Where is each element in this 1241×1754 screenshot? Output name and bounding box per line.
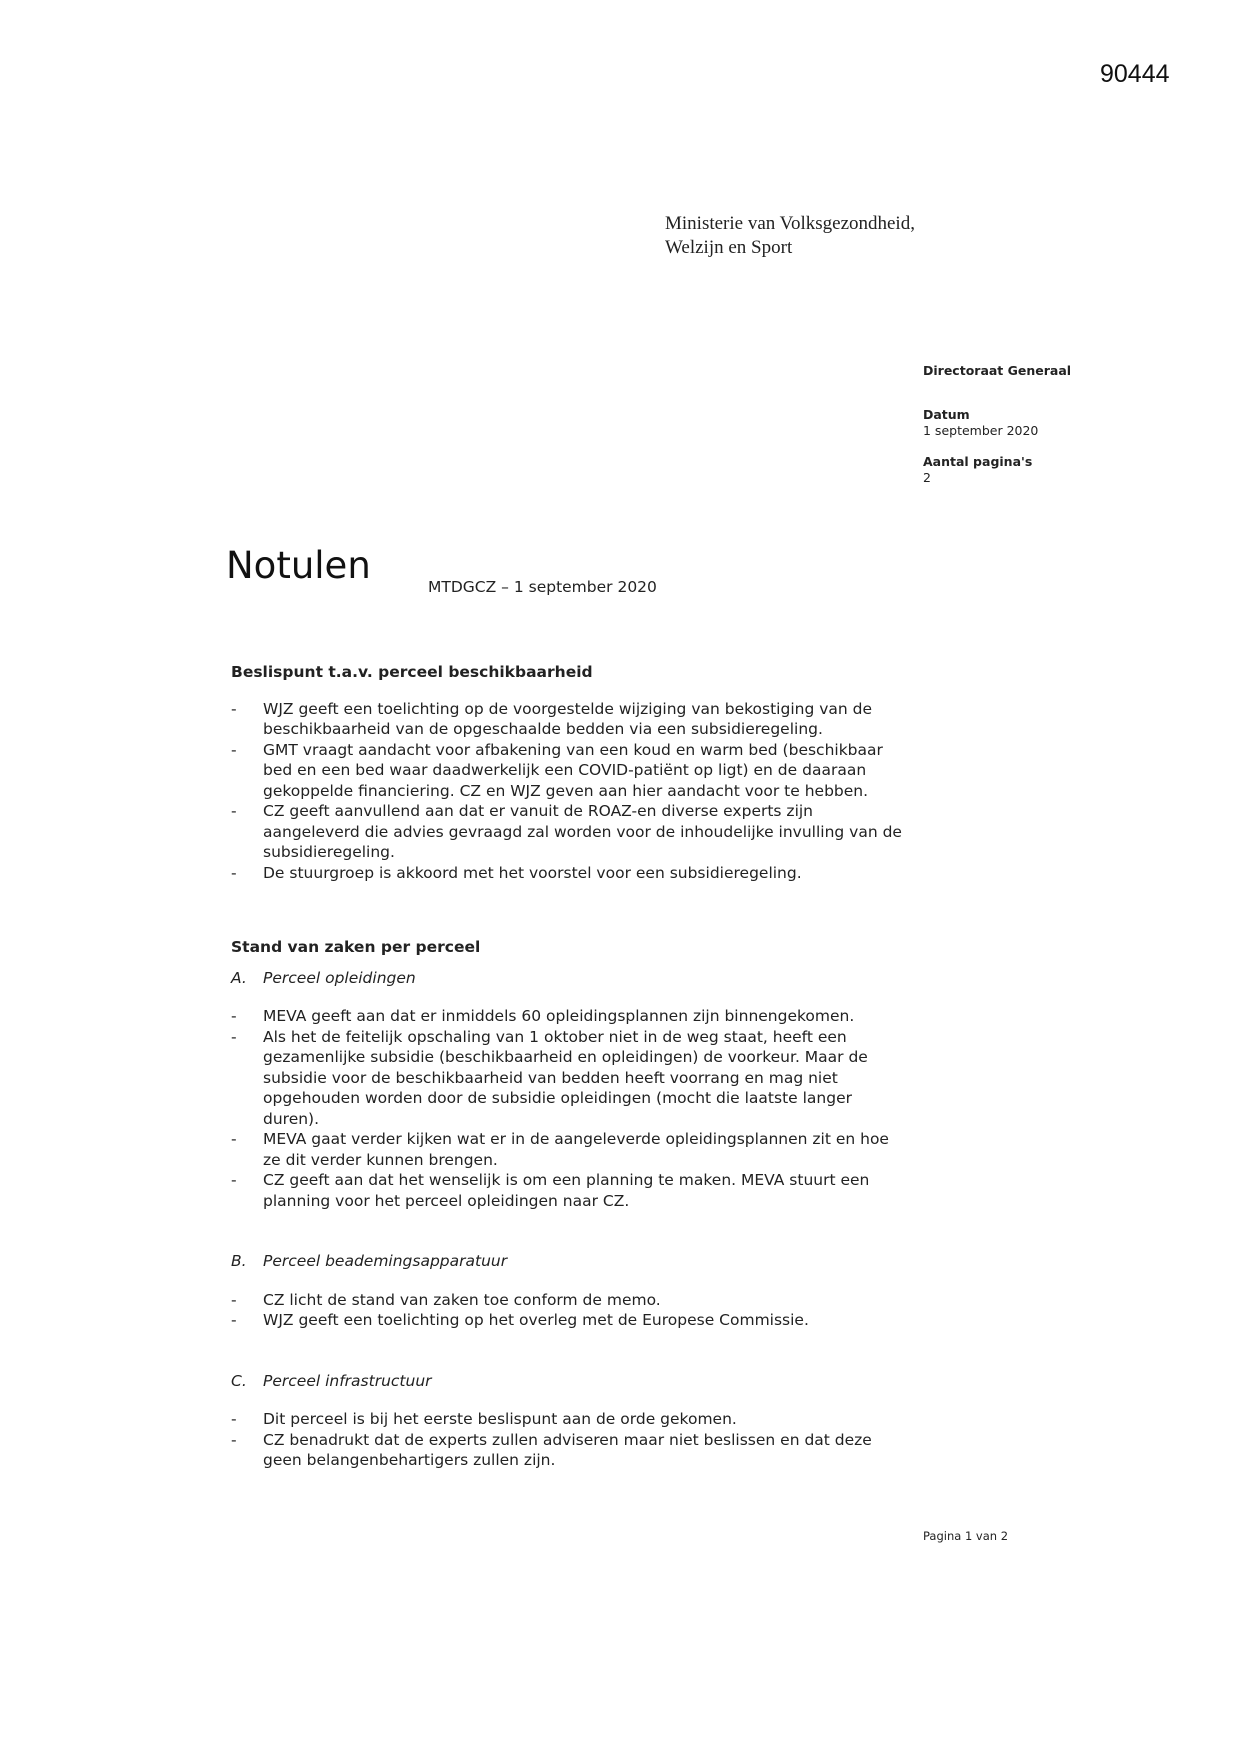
list-item: - WJZ geeft een toelichting op de voorgestelde wijziging van bekostiging van de beschikbaarheid van de opgeschaalde bedden via een subsidieregeling.	[231, 699, 873, 738]
pages-value: 2	[923, 470, 931, 485]
ministry-logo-text	[665, 212, 915, 260]
bullet-list-beademing	[231, 1290, 911, 1331]
list-item: - De stuurgroep is akkoord met het voorstel voor een subsidieregeling.	[231, 863, 802, 882]
list-item: - CZ geeft aanvullend aan dat er vanuit de ROAZ-en diverse experts zijn aangeleverd die advies gevraagd zal worden voor de inhoudelijke invulling van de subsidieregeling.	[231, 802, 902, 861]
list-item: - CZ benadrukt dat de experts zullen adviseren maar niet beslissen en dat deze geen belangenbehartigers zullen zijn.	[231, 1430, 872, 1469]
date-value: 1 september 2020	[923, 423, 1039, 438]
list-item: - MEVA gaat verder kijken wat er in de aangeleverde opleidingsplannen zit en hoe ze dit verder kunnen brengen.	[231, 1130, 889, 1169]
list-item: - Dit perceel is bij het eerste beslispunt aan de orde gekomen.	[231, 1410, 737, 1428]
date-label: Datum	[923, 407, 970, 422]
page-number-footer: Pagina 1 van 2	[923, 1529, 1009, 1543]
subsection-heading-b	[231, 1251, 911, 1272]
document-number: 90444	[1100, 60, 1170, 88]
subsection-title: Perceel beademingsapparatuur	[263, 1252, 508, 1270]
document-subtitle: MTDGCZ – 1 september 2020	[428, 578, 657, 596]
directorate-label: Directoraat Generaal	[923, 363, 1072, 378]
list-item: - CZ geeft aan dat het wenselijk is om een planning te maken. MEVA stuurt een planning voor het perceel opleidingen naar CZ.	[231, 1171, 870, 1210]
subsection-heading-a	[231, 968, 911, 989]
section-heading-stand-van-zaken: Stand van zaken per perceel	[231, 938, 481, 956]
ministry-name-line2: Welzijn en Sport	[665, 237, 793, 258]
bullet-list-opleidingen	[231, 1006, 911, 1211]
pages-label: Aantal pagina's	[923, 454, 1033, 469]
subsection-letter: B.	[231, 1252, 247, 1270]
list-item: - GMT vraagt aandacht voor afbakening van een koud en warm bed (beschikbaar bed en een bed waar daadwerkelijk een COVID-patiënt op ligt) en de daaraan gekoppelde financiering. CZ en WJZ geven aan hier aandacht voor te hebben.	[231, 740, 883, 800]
bullet-list-infrastructuur	[231, 1409, 911, 1471]
pages-block	[923, 454, 1071, 486]
subsection-title: Perceel opleidingen	[263, 968, 416, 987]
bullet-list-beslispunt	[231, 699, 911, 884]
sidebar-metadata	[923, 363, 1071, 501]
list-item: - CZ licht de stand van zaken toe conform de memo.	[231, 1290, 661, 1309]
section-heading-beslispunt: Beslispunt t.a.v. perceel beschikbaarheid	[231, 663, 593, 681]
list-item: - Als het de feitelijk opschaling van 1 oktober niet in de weg staat, heeft een gezamenlijke subsidie (beschikbaarheid en opleidingen) de voorkeur. Maar de subsidie voor de beschikbaarheid van bedden heeft voorrang en mag niet opgehouden worden door de subsidie opleidingen (mocht die laatste langer duren).	[231, 1027, 868, 1128]
document-title: Notulen	[226, 544, 371, 587]
list-item: - WJZ geeft een toelichting op het overleg met de Europese Commissie.	[231, 1311, 809, 1329]
subsection-letter: C.	[231, 1371, 247, 1390]
subsection-heading-c	[231, 1371, 911, 1392]
ministry-name-line1: Ministerie van Volksgezondheid,	[665, 213, 915, 234]
subsection-title: Perceel infrastructuur	[263, 1371, 432, 1390]
list-item: - MEVA geeft aan dat er inmiddels 60 opleidingsplannen zijn binnengekomen.	[231, 1007, 855, 1025]
date-block	[923, 407, 1071, 439]
subsection-letter: A.	[231, 968, 247, 987]
document-body	[231, 662, 911, 1471]
